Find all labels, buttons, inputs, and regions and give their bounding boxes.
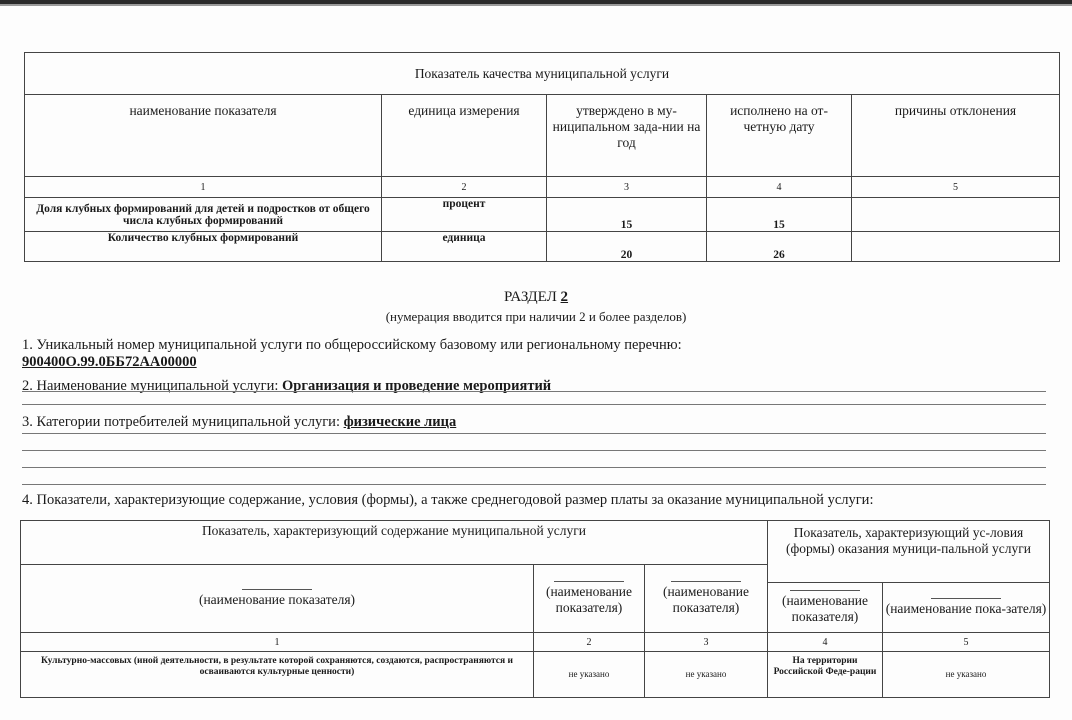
sub-header-3: (наименование показателя)	[645, 565, 768, 633]
section-title: РАЗДЕЛ 2	[503, 289, 569, 305]
col-number: 3	[547, 177, 707, 198]
sub-header-4: (наименование показателя)	[768, 583, 883, 633]
indicator-approved: 20	[547, 232, 707, 262]
group-conditions-header: Показатель, характеризующий ус-ловия (формы) оказания муници-пальной услуги	[768, 521, 1050, 583]
sub-header-main: (наименование показателя)	[21, 565, 534, 633]
section-number: 2	[560, 289, 569, 305]
indicator-done: 26	[707, 232, 852, 262]
header-done: исполнено на от-четную дату	[707, 95, 852, 177]
sub-header-2: (наименование показателя)	[534, 565, 645, 633]
col-number: 1	[25, 177, 382, 198]
item-3-value: физические лица	[343, 414, 457, 430]
line	[22, 433, 1046, 434]
indicator-unit: процент	[382, 198, 547, 232]
col-number: 5	[883, 633, 1050, 652]
group-content-header: Показатель, характеризующий содержание муниципальной услуги	[21, 521, 768, 565]
content-value-5: не указано	[883, 652, 1050, 698]
content-value-4: На территории Российской Феде-рации	[768, 652, 883, 698]
header-approved: утверждено в му-ниципальном зада-нии на год	[547, 95, 707, 177]
section-note: (нумерация вводится при наличии 2 и более разделов)	[385, 309, 687, 324]
line	[22, 484, 1046, 485]
item-2-label: 2. Наименование муниципальной услуги:	[22, 378, 283, 394]
line	[22, 404, 1046, 405]
col-number: 4	[707, 177, 852, 198]
indicator-reason	[852, 232, 1060, 262]
line	[22, 450, 1046, 451]
indicator-done: 15	[707, 198, 852, 232]
table-row	[21, 652, 1050, 698]
item-1-label: 1. Уникальный номер муниципальной услуги по общероссийскому базовому или региональному перечню:	[22, 337, 682, 353]
content-name: Культурно-массовых (иной деятельности, в результате которой сохраняются, создаются, распространяются и осваиваются культурные ценности)	[21, 652, 534, 698]
quality-table	[24, 52, 1060, 262]
indicator-unit: единица	[382, 232, 547, 262]
line	[22, 391, 1046, 392]
content-value-3: не указано	[645, 652, 768, 698]
item-1-value: 900400О.99.0ББ72АА00000	[22, 354, 197, 370]
indicator-name: Количество клубных формирований	[25, 232, 382, 262]
header-indicator-name: наименование показателя	[25, 95, 382, 177]
scan-top-edge-shadow	[0, 4, 1072, 6]
indicator-name: Доля клубных формирований для детей и подростков от общего числа клубных формирований	[25, 198, 382, 232]
item-3-label: 3. Категории потребителей муниципальной услуги:	[22, 414, 344, 430]
item-2	[22, 378, 551, 395]
line	[22, 467, 1046, 468]
indicator-reason	[852, 198, 1060, 232]
col-number: 3	[645, 633, 768, 652]
col-number: 5	[852, 177, 1060, 198]
header-reason: причины отклонения	[852, 95, 1060, 177]
table-row	[25, 232, 1060, 262]
quality-table-title: Показатель качества муниципальной услуги	[25, 53, 1060, 95]
table-row	[25, 198, 1060, 232]
content-value-2: не указано	[534, 652, 645, 698]
col-number: 1	[21, 633, 534, 652]
col-number: 4	[768, 633, 883, 652]
item-2-value: Организация и проведение мероприятий	[282, 378, 552, 394]
item-3	[22, 414, 456, 431]
col-number: 2	[534, 633, 645, 652]
indicator-approved: 15	[547, 198, 707, 232]
item-4-label: 4. Показатели, характеризующие содержание, условия (формы), а также среднегодовой размер платы за оказание муниципальной услуги:	[22, 492, 874, 508]
col-number: 2	[382, 177, 547, 198]
sub-header-5: (наименование пока-зателя)	[883, 583, 1050, 633]
header-unit: единица измерения	[382, 95, 547, 177]
content-table	[20, 520, 1050, 698]
